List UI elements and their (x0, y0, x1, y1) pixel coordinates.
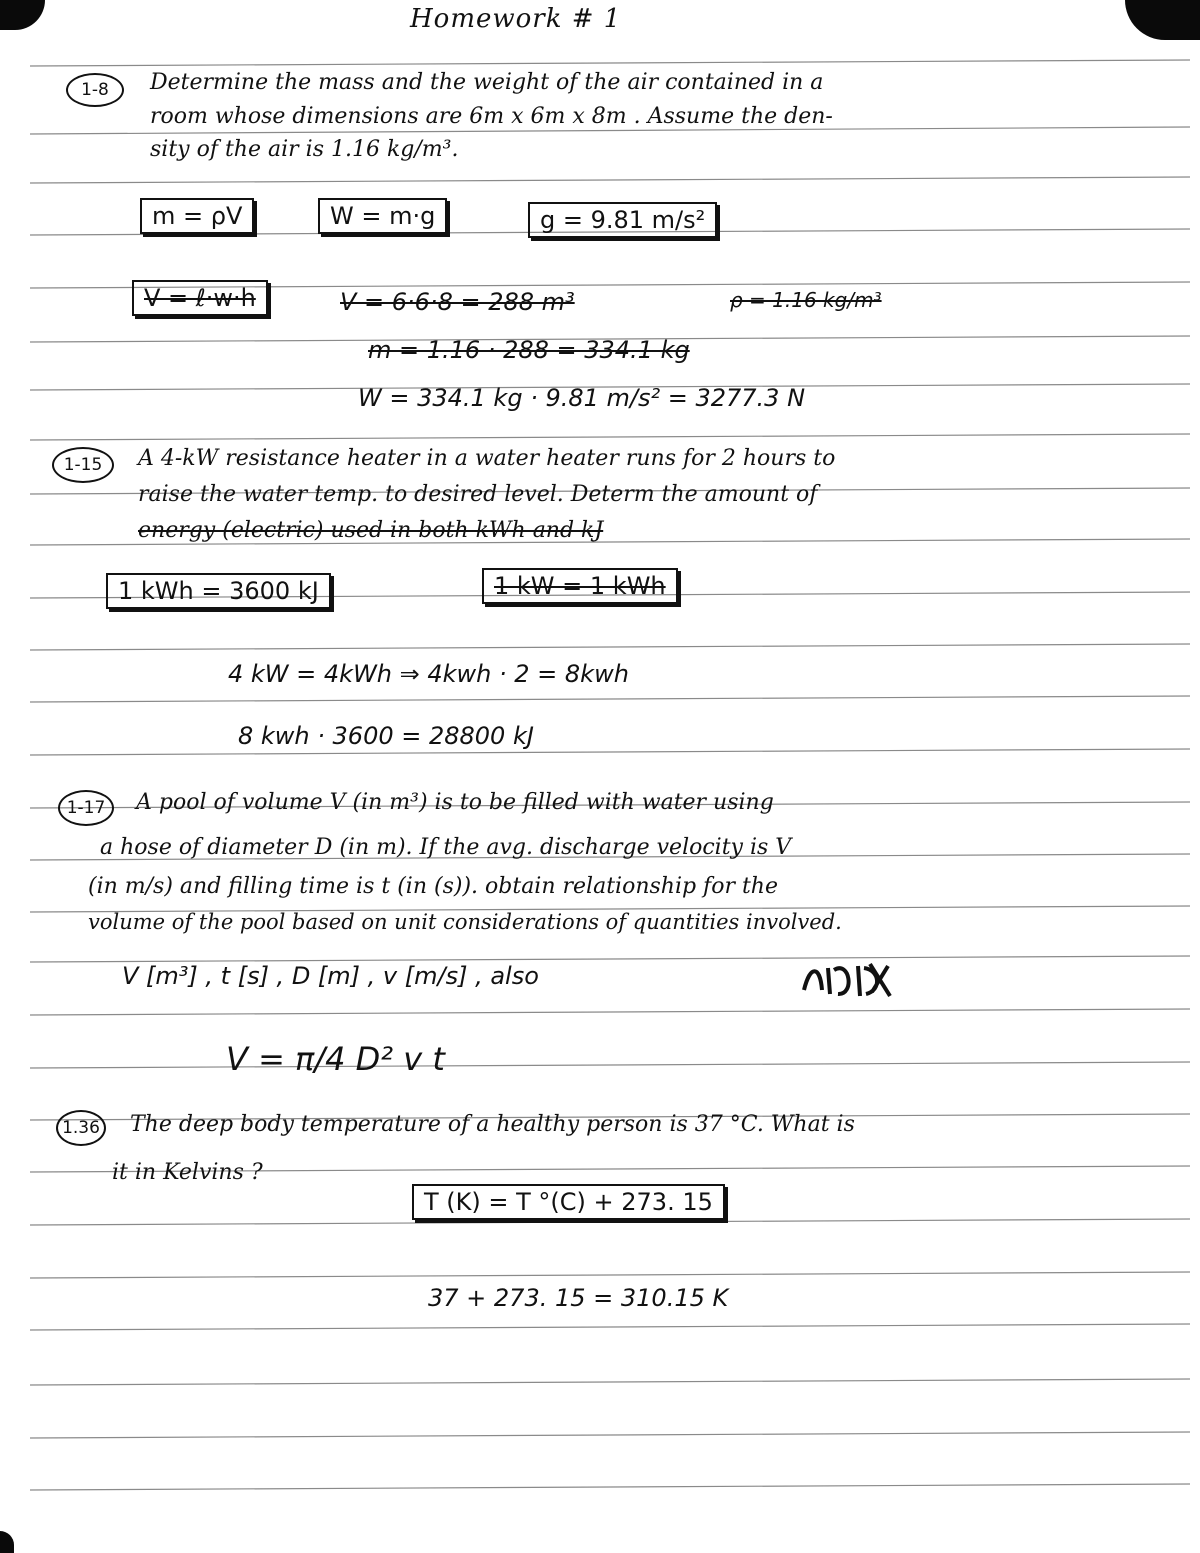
work-line: 8 kwh · 3600 = 28800 kJ (238, 722, 534, 750)
work-line: 4 kW = 4kWh ⇒ 4kwh · 2 = 8kwh (228, 660, 629, 688)
work-line: W = 334.1 kg · 9.81 m/s² = 3277.3 N (358, 384, 806, 412)
problem-statement-line: a hose of diameter D (in m). If the avg. discharge velocity is V (100, 835, 792, 860)
problem-statement-line: it in Kelvins ? (112, 1160, 263, 1185)
problem-statement-line: energy (electric) used in both kWh and kJ (138, 518, 604, 543)
problem-number: 1-17 (58, 790, 114, 826)
problem-statement-line: A 4-kW resistance heater in a water heater runs for 2 hours to (138, 446, 836, 471)
formula-box: T (K) = T °(C) + 273. 15 (412, 1184, 725, 1220)
work-line: V [m³] , t [s] , D [m] , v [m/s] , also (122, 962, 539, 990)
work-line: ρ = 1.16 kg/m³ (730, 288, 882, 312)
formula-box: 1 kW = 1 kWh (482, 568, 678, 604)
formula-box: g = 9.81 m/s² (528, 202, 717, 238)
problem-statement-line: room whose dimensions are 6m x 6m x 8m . Assume the den- (150, 104, 833, 129)
problem-statement-line: Determine the mass and the weight of the air contained in a (150, 70, 824, 95)
formula-box: V = ℓ·w·h (132, 280, 268, 316)
problem-statement-line: raise the water temp. to desired level. Determ the amount of (138, 482, 818, 507)
formula-box: m = ρV (140, 198, 254, 234)
scribble-mark (800, 960, 895, 1000)
problem-statement-line: The deep body temperature of a healthy person is 37 °C. What is (130, 1112, 855, 1137)
problem-statement-line: (in m/s) and filling time is t (in (s)). obtain relationship for the (88, 874, 778, 899)
problem-number: 1-8 (66, 73, 124, 107)
formula-box: 1 kWh = 3600 kJ (106, 573, 331, 609)
problem-statement-line: volume of the pool based on unit considerations of quantities involved. (88, 910, 842, 934)
work-line: m = 1.16 · 288 = 334.1 kg (368, 336, 690, 364)
formula-box: W = m·g (318, 198, 447, 234)
problem-statement-line: sity of the air is 1.16 kg/m³. (150, 137, 459, 162)
page-title: Homework # 1 (410, 4, 622, 34)
problem-statement-line: A pool of volume V (in m³) is to be filled with water using (136, 790, 774, 815)
work-line: V = π/4 D² v t (226, 1040, 445, 1078)
work-line: V = 6·6·8 = 288 m³ (340, 288, 575, 316)
work-line: 37 + 273. 15 = 310.15 K (428, 1284, 729, 1312)
problem-number: 1.36 (56, 1110, 106, 1146)
problem-number: 1-15 (52, 447, 114, 483)
